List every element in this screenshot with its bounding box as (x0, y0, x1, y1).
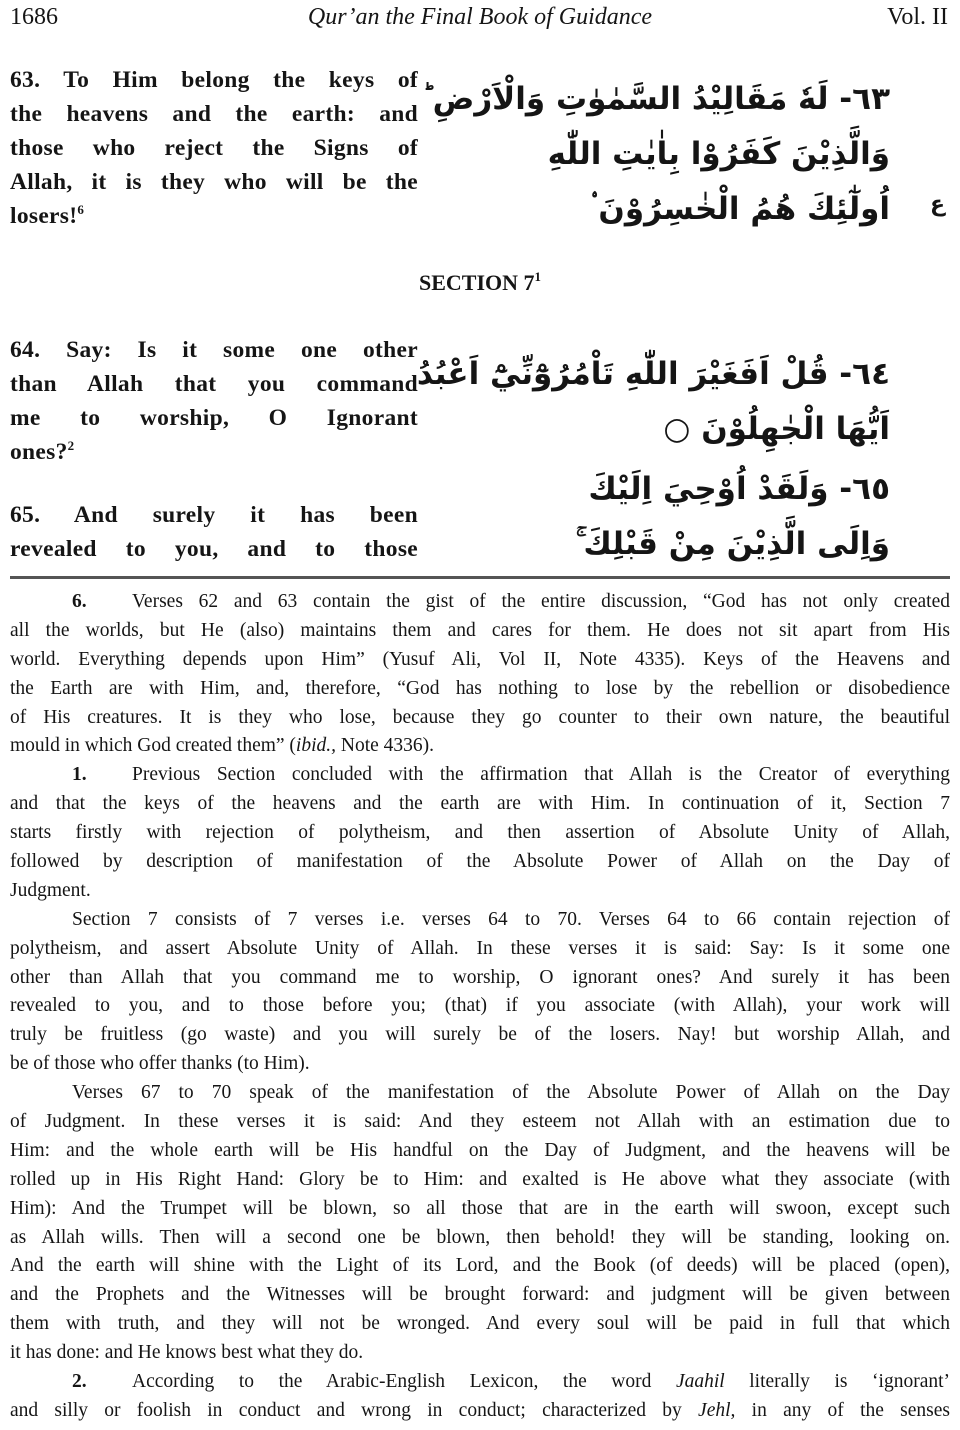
footnote-number: 6. (72, 591, 87, 612)
text-run: the heavens and the earth: and (10, 101, 418, 127)
footnote-line (10, 992, 950, 1021)
arabic-line: ٦٥- وَلَقَدْ اُوْحِيَ اِلَيْكَ (588, 471, 890, 507)
footnote-line (10, 1195, 950, 1224)
text-run: other than Allah that you command me to worship, O ignorant ones? And surely it has been (10, 966, 950, 988)
text-run: the Earth are with Him, and, therefore, “God has nothing to lose by the rebellion or disobedience (10, 677, 950, 699)
footnote-line (10, 646, 950, 675)
footnote-line (10, 877, 950, 906)
text-run: Previous Section concluded with the affirmation that Allah is the Creator of everything (132, 764, 950, 786)
text-run: Verses 67 to 70 speak of the manifestation of the Absolute Power of Allah on the Day (72, 1082, 950, 1104)
text-run: than Allah that you command (10, 371, 418, 397)
footnote-line (10, 617, 950, 646)
text-run: as Allah wills. Then will a second one be blown, then behold! they will be standing, looking on. (10, 1226, 950, 1248)
arabic-line: ٦٤- قُلْ اَفَغَيْرَ اللّٰهِ تَاْمُرُوْٓنِّيْٓ اَعْبُدُ (416, 356, 890, 392)
verse-65-english (10, 498, 418, 566)
footnote-line (10, 1050, 950, 1079)
verse-63-arabic (421, 72, 890, 237)
footnote-line (10, 1166, 950, 1195)
verse-line (10, 367, 418, 401)
text-run: Note 4336). (336, 735, 435, 757)
footnote-line (10, 906, 950, 935)
text-run: mould in which God created them” ( (10, 735, 296, 757)
text-run: it has done: and He knows best what they do. (10, 1342, 364, 1364)
footnote-line (10, 790, 950, 819)
footnote-line (10, 1137, 950, 1166)
footnote-line (10, 1310, 950, 1339)
text-run: be of those who offer thanks (to Him). (10, 1053, 310, 1075)
section-footnote-ref: 1 (534, 269, 542, 284)
footnote-ref: 2 (67, 438, 75, 453)
text-run: of Judgment. In these verses it is said: And they esteem not Allah with an estimation due to (10, 1111, 950, 1133)
footnote-line (10, 588, 950, 617)
text-run: revealed to you, and to those before you; (that) if you associate (with Allah), your work will (10, 995, 950, 1017)
footnote-divider (10, 576, 950, 579)
verse-line (10, 401, 418, 435)
footnote-line (10, 1281, 950, 1310)
verse-64-arabic (416, 347, 890, 457)
text-run: and the Prophets and the Witnesses will be brought forward: and judgment will be given between (10, 1284, 950, 1306)
section-heading (0, 270, 960, 296)
text-run: losers! (10, 203, 78, 229)
verse-line (10, 131, 418, 165)
text-run: them with truth, and they will not be wronged. And every soul will be paid in full that which (10, 1313, 950, 1335)
footnotes (10, 588, 950, 1426)
verse-63-english (10, 63, 418, 233)
verse-line (10, 199, 418, 233)
text-run: literally is ‘ignorant’ (724, 1371, 951, 1393)
footnote-line (10, 819, 950, 848)
footnote-line (10, 675, 950, 704)
text-run: revealed to you, and to those (10, 536, 418, 562)
text-run: world. Everything depends upon Him” (Yusuf Ali, Vol II, Note 4335). Keys of the Heavens and (10, 648, 950, 670)
text-run: Him: and the whole earth will be His handful on the Day of Judgment, and the heavens will be (10, 1139, 950, 1161)
text-run: 64. Say: Is it some one other (10, 337, 418, 363)
text-run: followed by description of manifestation of the Absolute Power of Allah on the Day of (10, 851, 950, 873)
verse-line (10, 63, 418, 97)
text-run: ibid., (295, 735, 337, 757)
verse-64-english (10, 333, 418, 469)
volume-label: Vol. II (887, 4, 948, 30)
text-run: Section 7 consists of 7 verses i.e. verses 64 to 70. Verses 64 to 66 contain rejection of (72, 908, 950, 930)
section-label: SECTION 7 (418, 270, 535, 295)
footnote-line (10, 732, 950, 761)
text-run: me to worship, O Ignorant (10, 405, 418, 431)
footnote-line (10, 1021, 950, 1050)
footnote-line (10, 1252, 950, 1281)
arabic-line: وَالَّذِيْنَ كَفَرُوْا بِاٰيٰتِ اللّٰهِ (547, 136, 890, 172)
text-run: 63. To Him belong the keys of (10, 67, 418, 93)
footnote-line (10, 964, 950, 993)
text-run: rolled up in His Right Hand: Glory be to Him: and exalted is He above what they associate (with (10, 1168, 950, 1190)
verse-line (10, 333, 418, 367)
text-run: Allah, it is they who will be the (10, 169, 418, 195)
footnote-line (10, 1224, 950, 1253)
text-run: and that the keys of the heavens and the earth are with Him. In continuation of it, Section 7 (10, 793, 950, 815)
text-run: starts firstly with rejection of polytheism, and then assertion of Absolute Unity of Allah, (10, 822, 950, 844)
footnote-line (10, 704, 950, 733)
text-run: Jaahil (675, 1371, 725, 1393)
verse-line (10, 498, 418, 532)
verse-line (10, 532, 418, 566)
verse-line (10, 165, 418, 199)
footnote-line (10, 935, 950, 964)
ruku-mark: ع (930, 192, 946, 217)
footnote-line (10, 1079, 950, 1108)
text-run: ones? (10, 439, 68, 465)
footnote-line (10, 1368, 950, 1397)
text-run: of His creatures. It is they who lose, because they go counter to their own nature, the beautiful (10, 706, 950, 728)
footnote-line (10, 1108, 950, 1137)
arabic-line: وَاِلَى الَّذِيْنَ مِنْ قَبْلِكَ ۚ (575, 526, 890, 562)
footnote-line (10, 1397, 950, 1426)
text-run: polytheism, and assert Absolute Unity of Allah. In these verses it is said: Say: Is it some one (10, 937, 950, 959)
text-run: According to the Arabic-English Lexicon, the word (132, 1371, 676, 1393)
text-run: Jehl, (698, 1399, 736, 1421)
arabic-line: اُولٰٓئِكَ هُمُ الْخٰسِرُوْنَ ۟ (590, 191, 890, 227)
footnote-number: 1. (72, 764, 87, 786)
text-run: 65. And surely it has been (10, 502, 418, 528)
page-number: 1686 (10, 4, 58, 30)
text-run: truly be fruitless (go waste) and you will surely be of the losers. Nay! but worship Allah, and (10, 1024, 950, 1046)
arabic-line: اَيُّهَا الْجٰهِلُوْنَ ○ (663, 411, 890, 447)
footnote-ref: 6 (77, 202, 85, 217)
text-run: in any of the senses (735, 1399, 950, 1421)
verse-line (10, 435, 418, 469)
running-title: Qur’an the Final Book of Guidance (307, 4, 653, 30)
arabic-line: ٦٣- لَهٗ مَقَالِيْدُ السَّمٰوٰتِ وَالْاَرْضِ ؕ (421, 81, 890, 117)
text-run: Him): And the Trumpet will be blown, so all those that are in the earth will swoon, except such (10, 1197, 950, 1219)
footnote-line (10, 1339, 950, 1368)
footnote-number: 2. (72, 1371, 87, 1393)
text-run: And the earth will shine with the Light of its Lord, and the Book (of deeds) will be placed (open), (10, 1255, 950, 1277)
text-run: and silly or foolish in conduct and wrong in conduct; characterized by (10, 1399, 699, 1421)
text-run: Verses 62 and 63 contain the gist of the entire discussion, “God has not only created (132, 591, 950, 612)
verse-line (10, 97, 418, 131)
text-run: Judgment. (10, 879, 91, 901)
text-run: those who reject the Signs of (10, 135, 418, 161)
verse-65-arabic (470, 462, 890, 572)
text-run: all the worlds, but He (also) maintains them and cares for them. He does not sit apart from His (10, 619, 950, 641)
footnote-line (10, 848, 950, 877)
footnote-line (10, 761, 950, 790)
